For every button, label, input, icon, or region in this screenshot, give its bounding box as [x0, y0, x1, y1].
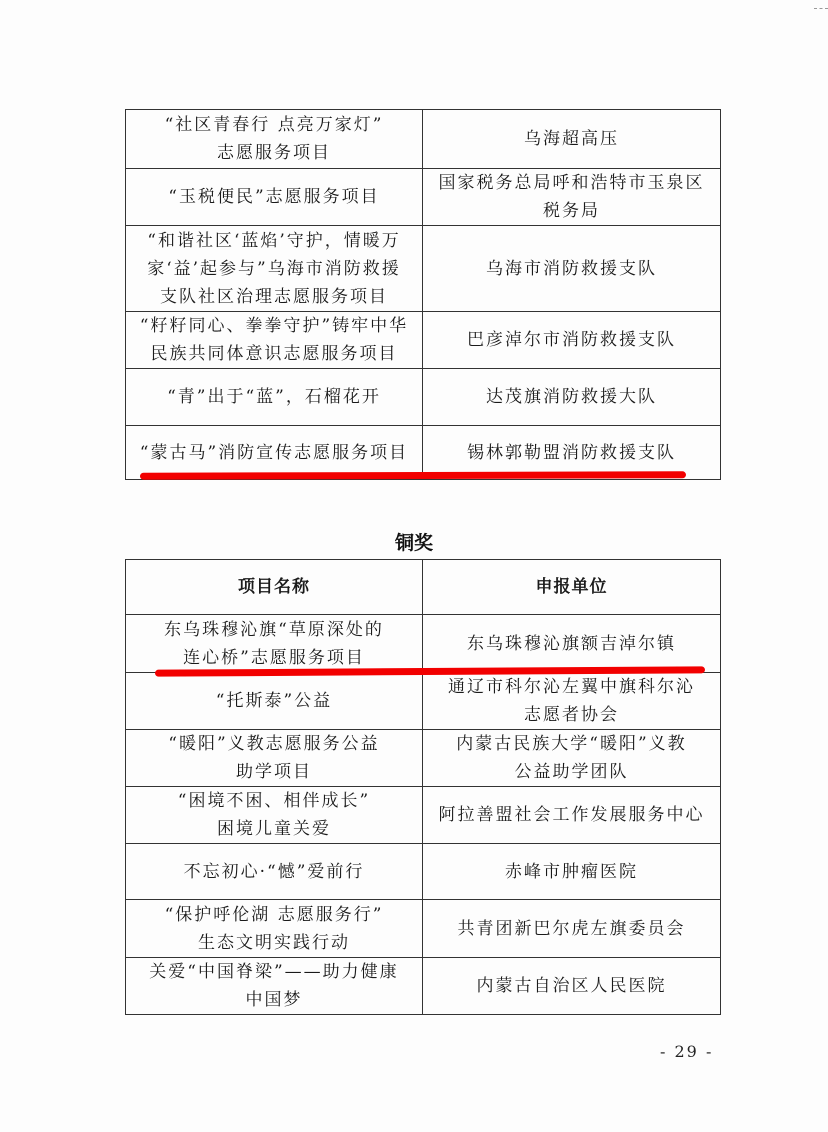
table-row [126, 787, 721, 844]
unit-name-cell: 乌海市消防救援支队 [423, 226, 721, 312]
unit-name-cell: 乌海超高压 [423, 110, 721, 169]
unit-name-cell: 锡林郭勒盟消防救援支队 [423, 426, 721, 480]
table-row [126, 110, 721, 169]
project-name-cell: “托斯泰”公益 [126, 673, 423, 730]
unit-name-cell: 内蒙古民族大学“暖阳”义教 公益助学团队 [423, 730, 721, 787]
project-name-cell: 不忘初心·“憾”爱前行 [126, 844, 423, 900]
table-row [126, 312, 721, 369]
project-name-cell: “和谐社区‘蓝焰’守护，情暖万 家‘益’起参与”乌海市消防救援 支队社区治理志愿服务项目 [126, 226, 423, 312]
table-row [126, 958, 721, 1015]
unit-name-cell: 内蒙古自治区人民医院 [423, 958, 721, 1015]
unit-name-cell: 东乌珠穆沁旗额吉淖尔镇 [423, 615, 721, 673]
table-row [126, 369, 721, 426]
table-row [126, 673, 721, 730]
table-row [126, 615, 721, 673]
project-name-cell: “籽籽同心、拳拳守护”铸牢中华 民族共同体意识志愿服务项目 [126, 312, 423, 369]
unit-name-cell: 阿拉善盟社会工作发展服务中心 [423, 787, 721, 844]
unit-name-cell: 巴彦淖尔市消防救援支队 [423, 312, 721, 369]
table-row [126, 844, 721, 900]
unit-name-cell: 达茂旗消防救援大队 [423, 369, 721, 426]
section-title-bronze: 铜奖 [394, 532, 433, 554]
table-row [126, 169, 721, 226]
column-header-unit: 申报单位 [423, 560, 721, 615]
table-row [126, 226, 721, 312]
unit-name-cell: 通辽市科尔沁左翼中旗科尔沁 志愿者协会 [423, 673, 721, 730]
table-header-row [126, 560, 721, 615]
column-header-project: 项目名称 [126, 560, 423, 615]
table-row [126, 730, 721, 787]
project-name-cell: “社区青春行 点亮万家灯” 志愿服务项目 [126, 110, 423, 169]
project-name-cell: 东乌珠穆沁旗“草原深处的 连心桥”志愿服务项目 [126, 615, 423, 673]
unit-name-cell: 赤峰市肿瘤医院 [423, 844, 721, 900]
unit-name-cell: 共青团新巴尔虎左旗委员会 [423, 900, 721, 958]
project-name-cell: 关爱“中国脊梁”——助力健康 中国梦 [126, 958, 423, 1015]
unit-name-cell: 国家税务总局呼和浩特市玉泉区 税务局 [423, 169, 721, 226]
table-row [126, 900, 721, 958]
project-name-cell: “蒙古马”消防宣传志愿服务项目 [126, 426, 423, 480]
page-number: - 29 - [660, 1042, 714, 1061]
corner-crop-mark [814, 0, 828, 9]
project-name-cell: “玉税便民”志愿服务项目 [126, 169, 423, 226]
award-table-continued [125, 109, 721, 480]
project-name-cell: “青”出于“蓝”，石榴花开 [126, 369, 423, 426]
red-highlight-underline [140, 471, 686, 479]
project-name-cell: “暖阳”义教志愿服务公益 助学项目 [126, 730, 423, 787]
bronze-award-table [125, 559, 721, 1015]
project-name-cell: “困境不困、相伴成长” 困境儿童关爱 [126, 787, 423, 844]
project-name-cell: “保护呼伦湖 志愿服务行” 生态文明实践行动 [126, 900, 423, 958]
